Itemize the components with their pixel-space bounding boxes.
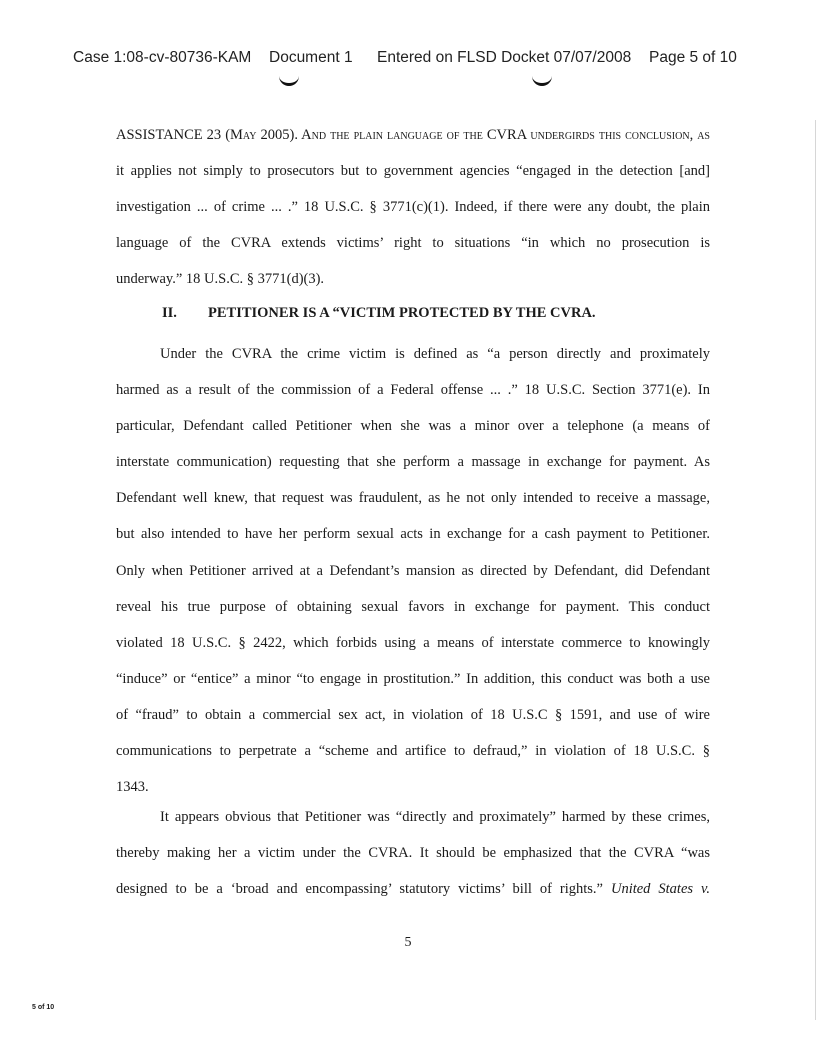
paragraph-line: designed to be a ‘broad and encompassing’ statutory victims’ bill of rights.” United States v. [116, 881, 710, 898]
paragraph-line: Only when Petitioner arrived at a Defendant’s mansion as directed by Defendant, did Defendant [116, 562, 710, 579]
section-title: PETITIONER IS A “VICTIM PROTECTED BY THE CVRA. [208, 305, 596, 321]
paragraph-line: underway.” 18 U.S.C. § 3771(d)(3). [116, 271, 325, 288]
paragraph-2 [116, 336, 710, 805]
paragraph-line: Defendant well knew, that request was fraudulent, as he not only intended to receive a massage, [116, 490, 710, 507]
section-heading [162, 305, 596, 322]
page-number: 5 [404, 935, 412, 950]
paragraph-line: It appears obvious that Petitioner was “directly and proximately” harmed by these crimes, [160, 809, 710, 825]
paragraph-line: investigation ... of crime ... .” 18 U.S.C. § 3771(c)(1). Indeed, if there were any doubt, the plain [116, 199, 710, 216]
footer-page-label: 5 of 10 [32, 1004, 55, 1011]
paragraph-line: language of the CVRA extends victims’ right to situations “in which no prosecution is [116, 235, 710, 252]
case-citation: United States v. [610, 881, 710, 898]
header-entered: Entered on FLSD Docket 07/07/2008 [377, 49, 632, 66]
paragraph-3 [116, 799, 710, 907]
paragraph-line: communications to perpetrate a “scheme and artifice to defraud,” in violation of 18 U.S.C. § [116, 743, 710, 760]
paragraph-line: reveal his true purpose of obtaining sexual favors in exchange for payment. This conduct [116, 598, 710, 615]
paragraph-line: of “fraud” to obtain a commercial sex act, in violation of 18 U.S.C § 1591, and use of wire [116, 706, 710, 723]
paragraph-line: interstate communication) requesting that she perform a massage in exchange for payment. As [116, 454, 710, 471]
paragraph-line: ASSISTANCE 23 (May 2005). And the plain language of the CVRA undergirds this conclusion, as [116, 127, 710, 143]
header-page: Page 5 of 10 [649, 49, 737, 66]
paragraph-line: thereby making her a victim under the CVRA. It should be emphasized that the CVRA “was [116, 845, 710, 862]
paragraph-line: harmed as a result of the commission of a Federal offense ... .” 18 U.S.C. Section 3771(e). In [116, 382, 710, 399]
paragraph-line: 1343. [116, 779, 149, 796]
paragraph-line: but also intended to have her perform sexual acts in exchange for a cash payment to Petitioner. [116, 526, 710, 543]
paragraph-line: particular, Defendant called Petitioner when she was a minor over a telephone (a means of [116, 418, 710, 435]
paragraph-line: Under the CVRA the crime victim is defined as “a person directly and proximately [160, 346, 710, 362]
paragraph-line: “induce” or “entice” a minor “to engage in prostitution.” In addition, this conduct was both a use [116, 670, 710, 687]
section-number: II. [162, 305, 177, 321]
paragraph-line: violated 18 U.S.C. § 2422, which forbids using a means of interstate commerce to knowingly [116, 634, 710, 651]
paragraph-1 [116, 117, 710, 297]
scan-mark-right [532, 76, 552, 86]
header-case-number: Case 1:08-cv-80736-KAM [73, 49, 252, 66]
scan-mark-left [279, 76, 299, 86]
paragraph-line: it applies not simply to prosecutors but to government agencies “engaged in the detection [and] [116, 163, 710, 180]
header-document: Document 1 [269, 49, 353, 66]
